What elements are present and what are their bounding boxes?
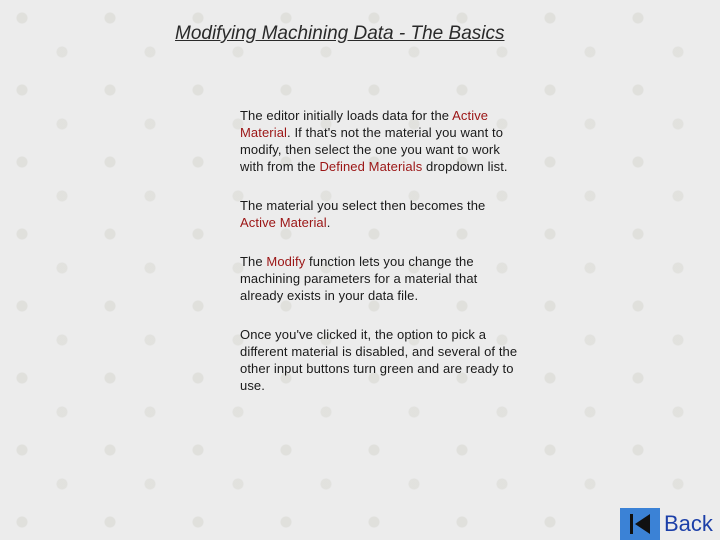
highlight-defined-materials: Defined Materials [319,159,423,174]
highlight-active-material: Active Material [240,215,327,230]
paragraph-4: Once you've clicked it, the option to pick a different material is disabled, and several of the other input buttons turn green and are ready to use. [240,327,518,393]
body-text [240,107,520,416]
paragraph-1: The editor initially loads data for the Active Material. If that's not the material you want to modify, then select the one you want to work with from the Defined Materials dropdown list. [240,108,508,174]
page-title: Modifying Machining Data - The Basics [175,23,505,44]
back-button[interactable] [620,508,713,540]
highlight-active-material: Active Material [240,108,489,140]
back-label[interactable]: Back [664,511,713,536]
paragraph-2: The material you select then becomes the Active Material. [240,198,486,230]
paragraph-3: The Modify function lets you change the machining parameters for a material that already exists in your data file. [240,254,478,303]
skip-to-start-icon[interactable] [620,508,660,540]
highlight-modify: Modify [266,254,306,269]
